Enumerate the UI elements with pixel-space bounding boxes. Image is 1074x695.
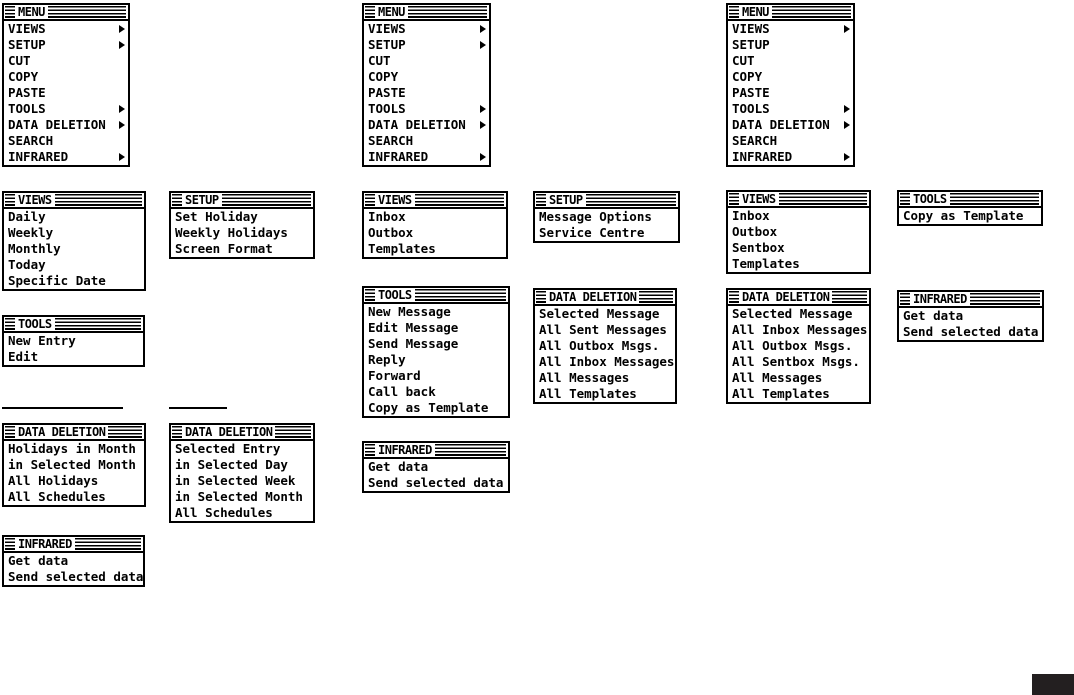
menu-item-call-back[interactable]	[364, 384, 508, 400]
panel-title: VIEWS	[18, 193, 52, 207]
menu-item-label: Specific Date	[8, 273, 106, 288]
menu-item-label: in Selected Month	[8, 457, 136, 472]
menu-item-data-deletion[interactable]	[364, 117, 489, 133]
menu-item-monthly[interactable]	[4, 241, 144, 257]
hatch-lines-icon	[108, 426, 142, 438]
menu-item-selected-entry[interactable]	[171, 441, 313, 457]
menu-panel-scheduler	[2, 3, 130, 167]
panel-items	[535, 209, 678, 241]
menu-item-label: Edit	[8, 349, 39, 364]
hatch-lines-icon	[536, 194, 546, 206]
menu-item-holidays-in-month[interactable]	[4, 441, 144, 457]
hatch-lines-icon	[415, 289, 506, 301]
hatch-lines-icon	[639, 291, 673, 303]
panel-items	[535, 306, 675, 402]
panel-items	[4, 553, 143, 585]
menu-item-edit[interactable]	[4, 349, 143, 365]
menu-item-label: in Selected Week	[175, 473, 296, 488]
hatch-lines-icon	[365, 444, 375, 456]
menu-item-label: Inbox	[368, 209, 406, 224]
menu-item-all-schedules[interactable]	[4, 489, 144, 505]
panel-title: VIEWS	[378, 193, 412, 207]
menu-item-label: VIEWS	[368, 21, 406, 36]
menu-item-label: Get data	[8, 553, 69, 568]
menu-item-label: Get data	[368, 459, 429, 474]
panel-items	[4, 333, 143, 365]
menu-item-label: All Outbox Msgs.	[732, 338, 853, 353]
hatch-lines-icon	[365, 289, 375, 301]
tools-submenu-messages-sentbox	[897, 190, 1043, 226]
menu-item-all-outbox-msgs[interactable]	[535, 338, 675, 354]
menu-item-label: All Schedules	[8, 489, 106, 504]
menu-item-send-selected-data[interactable]	[4, 569, 143, 585]
submenu-arrow-icon	[480, 25, 486, 33]
menu-item-label: VIEWS	[8, 21, 46, 36]
menu-item-label: DATA DELETION	[368, 117, 466, 132]
menu-item-infrared[interactable]	[364, 149, 489, 165]
menu-item-search[interactable]	[728, 133, 853, 149]
submenu-arrow-icon	[119, 121, 125, 129]
menu-item-label: Copy as Template	[368, 400, 489, 415]
panel-title-bar	[899, 292, 1042, 308]
menu-item-label: PASTE	[8, 85, 46, 100]
menu-item-label: in Selected Month	[175, 489, 303, 504]
panel-title: TOOLS	[913, 192, 947, 206]
hatch-lines-icon	[275, 426, 311, 438]
panel-title-bar	[364, 193, 506, 209]
menu-item-label: Get data	[903, 308, 964, 323]
menu-item-service-centre[interactable]	[535, 225, 678, 241]
panel-title: SETUP	[549, 193, 583, 207]
hatch-lines-icon	[172, 194, 182, 206]
panel-title: DATA DELETION	[742, 290, 830, 304]
hatch-lines-icon	[970, 293, 1040, 305]
menu-item-views[interactable]	[4, 21, 128, 37]
menu-item-copy[interactable]	[4, 69, 128, 85]
menu-item-all-sent-messages[interactable]	[535, 322, 675, 338]
panel-title: MENU	[18, 5, 45, 19]
menu-item-daily[interactable]	[4, 209, 144, 225]
hatch-lines-icon	[779, 193, 867, 205]
panel-title: DATA DELETION	[18, 425, 106, 439]
hatch-lines-icon	[586, 194, 676, 206]
menu-item-label: TOOLS	[368, 101, 406, 116]
menu-item-get-data[interactable]	[899, 308, 1042, 324]
menu-item-label: All Templates	[539, 386, 637, 401]
panel-title-bar	[4, 193, 144, 209]
infrared-submenu-messages	[362, 441, 510, 493]
menu-item-label: All Outbox Msgs.	[539, 338, 660, 353]
menu-item-infrared[interactable]	[728, 149, 853, 165]
submenu-arrow-icon	[844, 121, 850, 129]
panel-items	[728, 306, 869, 402]
hatch-lines-icon	[365, 6, 375, 18]
menu-item-label: Send selected data	[903, 324, 1039, 339]
menu-item-label: INFRARED	[368, 149, 429, 164]
menu-item-setup[interactable]	[364, 37, 489, 53]
menu-item-templates[interactable]	[364, 241, 506, 257]
infrared-submenu-messages-sentbox	[897, 290, 1044, 342]
menu-item-templates[interactable]	[728, 256, 869, 272]
panel-title: INFRARED	[18, 537, 72, 551]
menu-item-search[interactable]	[4, 133, 128, 149]
menu-item-label: Inbox	[732, 208, 770, 223]
menu-item-label: Forward	[368, 368, 421, 383]
menu-item-label: SEARCH	[8, 133, 54, 148]
hatch-lines-icon	[408, 6, 487, 18]
separator-line	[2, 407, 123, 409]
menu-item-in-selected-day[interactable]	[171, 457, 313, 473]
submenu-arrow-icon	[119, 105, 125, 113]
menu-item-label: CUT	[732, 53, 755, 68]
menu-item-send-selected-data[interactable]	[364, 475, 508, 491]
menu-item-sentbox[interactable]	[728, 240, 869, 256]
menu-item-label: Selected Message	[539, 306, 660, 321]
menu-item-paste[interactable]	[364, 85, 489, 101]
hatch-lines-icon	[832, 291, 867, 303]
menu-item-cut[interactable]	[364, 53, 489, 69]
menu-item-label: Templates	[732, 256, 800, 271]
hatch-lines-icon	[415, 194, 504, 206]
menu-item-today[interactable]	[4, 257, 144, 273]
menu-item-label: Holidays in Month	[8, 441, 136, 456]
panel-title-bar	[535, 290, 675, 306]
menu-item-tools[interactable]	[728, 101, 853, 117]
hatch-lines-icon	[365, 194, 375, 206]
menu-item-send-message[interactable]	[364, 336, 508, 352]
hatch-lines-icon	[729, 193, 739, 205]
submenu-arrow-icon	[844, 25, 850, 33]
hatch-lines-icon	[75, 538, 141, 550]
menu-item-all-holidays[interactable]	[4, 473, 144, 489]
menu-item-label: VIEWS	[732, 21, 770, 36]
menu-item-label: All Inbox Messages	[539, 354, 675, 369]
menu-item-all-templates[interactable]	[535, 386, 675, 402]
menu-item-outbox[interactable]	[728, 224, 869, 240]
menu-item-all-schedules[interactable]	[171, 505, 313, 521]
menu-item-tools[interactable]	[364, 101, 489, 117]
menu-item-label: CUT	[8, 53, 31, 68]
hatch-lines-icon	[5, 538, 15, 550]
menu-item-new-message[interactable]	[364, 304, 508, 320]
panel-items	[4, 209, 144, 289]
panel-items	[728, 21, 853, 165]
panel-title-bar	[4, 317, 143, 333]
panel-title-bar	[535, 193, 678, 209]
menu-item-label: SEARCH	[732, 133, 778, 148]
menu-item-label: Selected Message	[732, 306, 853, 321]
menu-item-outbox[interactable]	[364, 225, 506, 241]
menu-item-weekly[interactable]	[4, 225, 144, 241]
menu-item-label: TOOLS	[8, 101, 46, 116]
menu-item-label: COPY	[8, 69, 39, 84]
panel-title-bar	[364, 443, 508, 459]
menu-item-copy[interactable]	[364, 69, 489, 85]
menu-item-get-data[interactable]	[4, 553, 143, 569]
data-deletion-submenu-holidays	[2, 423, 146, 507]
panel-title-bar	[728, 5, 853, 21]
menu-item-label: All Templates	[732, 386, 830, 401]
panel-title: INFRARED	[378, 443, 432, 457]
menu-item-label: Outbox	[732, 224, 778, 239]
submenu-arrow-icon	[480, 41, 486, 49]
data-deletion-submenu-messages	[533, 288, 677, 404]
menu-item-label: Copy as Template	[903, 208, 1024, 223]
menu-item-label: Templates	[368, 241, 436, 256]
menu-item-selected-message[interactable]	[728, 306, 869, 322]
menu-item-label: Sentbox	[732, 240, 785, 255]
panel-title: MENU	[742, 5, 769, 19]
setup-submenu-messages	[533, 191, 680, 243]
menu-item-label: New Entry	[8, 333, 76, 348]
panel-title: INFRARED	[913, 292, 967, 306]
panel-title-bar	[899, 192, 1041, 208]
menu-item-label: Screen Format	[175, 241, 273, 256]
panel-items	[364, 209, 506, 257]
panel-title-bar	[4, 425, 144, 441]
panel-items	[364, 304, 508, 416]
panel-title-bar	[171, 425, 313, 441]
panel-title: SETUP	[185, 193, 219, 207]
menu-item-views[interactable]	[728, 21, 853, 37]
panel-title: VIEWS	[742, 192, 776, 206]
menu-item-label: All Messages	[539, 370, 630, 385]
submenu-arrow-icon	[480, 153, 486, 161]
menu-item-label: Edit Message	[368, 320, 459, 335]
menu-item-label: Message Options	[539, 209, 652, 224]
menu-item-paste[interactable]	[728, 85, 853, 101]
menu-item-paste[interactable]	[4, 85, 128, 101]
menu-item-views[interactable]	[364, 21, 489, 37]
page-corner-block	[1032, 674, 1074, 695]
menu-item-in-selected-month[interactable]	[171, 489, 313, 505]
panel-title: DATA DELETION	[185, 425, 273, 439]
submenu-arrow-icon	[119, 153, 125, 161]
menu-item-label: SETUP	[8, 37, 46, 52]
menu-item-tools[interactable]	[4, 101, 128, 117]
menu-item-get-data[interactable]	[364, 459, 508, 475]
menu-item-in-selected-month[interactable]	[4, 457, 144, 473]
menu-item-weekly-holidays[interactable]	[171, 225, 313, 241]
hatch-lines-icon	[900, 193, 910, 205]
menu-item-label: CUT	[368, 53, 391, 68]
menu-item-data-deletion[interactable]	[728, 117, 853, 133]
menu-item-label: All Schedules	[175, 505, 273, 520]
menu-item-screen-format[interactable]	[171, 241, 313, 257]
menu-item-inbox[interactable]	[728, 208, 869, 224]
hatch-lines-icon	[729, 6, 739, 18]
hatch-lines-icon	[5, 426, 15, 438]
menu-item-label: Weekly	[8, 225, 54, 240]
menu-item-label: SETUP	[732, 37, 770, 52]
menu-item-label: All Messages	[732, 370, 823, 385]
hatch-lines-icon	[900, 293, 910, 305]
panel-items	[364, 21, 489, 165]
hatch-lines-icon	[5, 318, 15, 330]
menu-item-set-holiday[interactable]	[171, 209, 313, 225]
menu-item-setup[interactable]	[728, 37, 853, 53]
submenu-arrow-icon	[844, 105, 850, 113]
menu-item-cut[interactable]	[728, 53, 853, 69]
submenu-arrow-icon	[480, 105, 486, 113]
menu-item-in-selected-week[interactable]	[171, 473, 313, 489]
hatch-lines-icon	[435, 444, 506, 456]
panel-items	[4, 441, 144, 505]
panel-title-bar	[4, 5, 128, 21]
tools-submenu-messages	[362, 286, 510, 418]
hatch-lines-icon	[772, 6, 851, 18]
hatch-lines-icon	[48, 6, 126, 18]
hatch-lines-icon	[222, 194, 311, 206]
views-submenu-messages	[362, 191, 508, 259]
menu-item-label: Weekly Holidays	[175, 225, 288, 240]
panel-title: TOOLS	[18, 317, 52, 331]
menu-item-all-messages[interactable]	[535, 370, 675, 386]
menu-item-label: Outbox	[368, 225, 414, 240]
separator-line	[169, 407, 227, 409]
submenu-arrow-icon	[119, 41, 125, 49]
menu-item-send-selected-data[interactable]	[899, 324, 1042, 340]
panel-title: TOOLS	[378, 288, 412, 302]
menu-item-edit-message[interactable]	[364, 320, 508, 336]
menu-item-label: DATA DELETION	[732, 117, 830, 132]
panel-items	[899, 308, 1042, 340]
menu-item-data-deletion[interactable]	[4, 117, 128, 133]
panel-items	[171, 209, 313, 257]
menu-item-new-entry[interactable]	[4, 333, 143, 349]
panel-items	[728, 208, 869, 272]
panel-title-bar	[364, 288, 508, 304]
menu-item-setup[interactable]	[4, 37, 128, 53]
menu-item-label: New Message	[368, 304, 451, 319]
menu-item-all-sentbox-msgs[interactable]	[728, 354, 869, 370]
menu-item-label: INFRARED	[8, 149, 69, 164]
menu-item-specific-date[interactable]	[4, 273, 144, 289]
panel-items	[899, 208, 1041, 224]
menu-item-label: in Selected Day	[175, 457, 288, 472]
menu-item-label: COPY	[732, 69, 763, 84]
hatch-lines-icon	[950, 193, 1039, 205]
panel-title-bar	[171, 193, 313, 209]
menu-item-label: INFRARED	[732, 149, 793, 164]
menu-item-infrared[interactable]	[4, 149, 128, 165]
panel-items	[364, 459, 508, 491]
menu-item-label: Call back	[368, 384, 436, 399]
views-submenu-messages-sentbox	[726, 190, 871, 274]
views-submenu-scheduler	[2, 191, 146, 291]
menu-item-all-messages[interactable]	[728, 370, 869, 386]
menu-item-label: Today	[8, 257, 46, 272]
hatch-lines-icon	[5, 194, 15, 206]
menu-item-label: SETUP	[368, 37, 406, 52]
menu-item-inbox[interactable]	[364, 209, 506, 225]
menu-item-label: Selected Entry	[175, 441, 281, 456]
panel-title-bar	[728, 290, 869, 306]
setup-submenu-scheduler	[169, 191, 315, 259]
submenu-arrow-icon	[480, 121, 486, 129]
menu-item-all-inbox-messages[interactable]	[535, 354, 675, 370]
menu-item-search[interactable]	[364, 133, 489, 149]
menu-item-label: Send selected data	[8, 569, 143, 584]
menu-item-label: DATA DELETION	[8, 117, 106, 132]
panel-title-bar	[364, 5, 489, 21]
menu-item-copy-as-template[interactable]	[899, 208, 1041, 224]
menu-item-label: All Sentbox Msgs.	[732, 354, 860, 369]
menu-item-label: Reply	[368, 352, 406, 367]
hatch-lines-icon	[172, 426, 182, 438]
panel-title: DATA DELETION	[549, 290, 637, 304]
menu-item-label: Send Message	[368, 336, 459, 351]
menu-item-selected-message[interactable]	[535, 306, 675, 322]
menu-item-message-options[interactable]	[535, 209, 678, 225]
panel-items	[171, 441, 313, 521]
menu-item-label: Set Holiday	[175, 209, 258, 224]
panel-title: MENU	[378, 5, 405, 19]
hatch-lines-icon	[55, 318, 141, 330]
menu-item-label: Service Centre	[539, 225, 645, 240]
panel-items	[4, 21, 128, 165]
menu-item-label: Monthly	[8, 241, 61, 256]
menu-item-all-outbox-msgs[interactable]	[728, 338, 869, 354]
menu-item-reply[interactable]	[364, 352, 508, 368]
submenu-arrow-icon	[844, 153, 850, 161]
panel-title-bar	[4, 537, 143, 553]
menu-item-label: SEARCH	[368, 133, 414, 148]
data-deletion-submenu-messages-sentbox	[726, 288, 871, 404]
menu-item-all-inbox-messages[interactable]	[728, 322, 869, 338]
menu-item-copy-as-template[interactable]	[364, 400, 508, 416]
menu-item-label: COPY	[368, 69, 399, 84]
tools-submenu-scheduler	[2, 315, 145, 367]
panel-title-bar	[728, 192, 869, 208]
menu-item-label: All Inbox Messages	[732, 322, 868, 337]
menu-item-label: TOOLS	[732, 101, 770, 116]
menu-item-all-templates[interactable]	[728, 386, 869, 402]
menu-panel-messages-sentbox	[726, 3, 855, 167]
hatch-lines-icon	[536, 291, 546, 303]
menu-item-label: PASTE	[732, 85, 770, 100]
menu-panel-messages	[362, 3, 491, 167]
hatch-lines-icon	[5, 6, 15, 18]
submenu-arrow-icon	[119, 25, 125, 33]
menu-item-cut[interactable]	[4, 53, 128, 69]
data-deletion-submenu-schedules	[169, 423, 315, 523]
menu-item-label: PASTE	[368, 85, 406, 100]
menu-item-forward[interactable]	[364, 368, 508, 384]
menu-item-copy[interactable]	[728, 69, 853, 85]
menu-item-label: All Sent Messages	[539, 322, 667, 337]
menu-item-label: Send selected data	[368, 475, 504, 490]
infrared-submenu-scheduler	[2, 535, 145, 587]
menu-item-label: All Holidays	[8, 473, 99, 488]
hatch-lines-icon	[729, 291, 739, 303]
hatch-lines-icon	[55, 194, 142, 206]
menu-item-label: Daily	[8, 209, 46, 224]
